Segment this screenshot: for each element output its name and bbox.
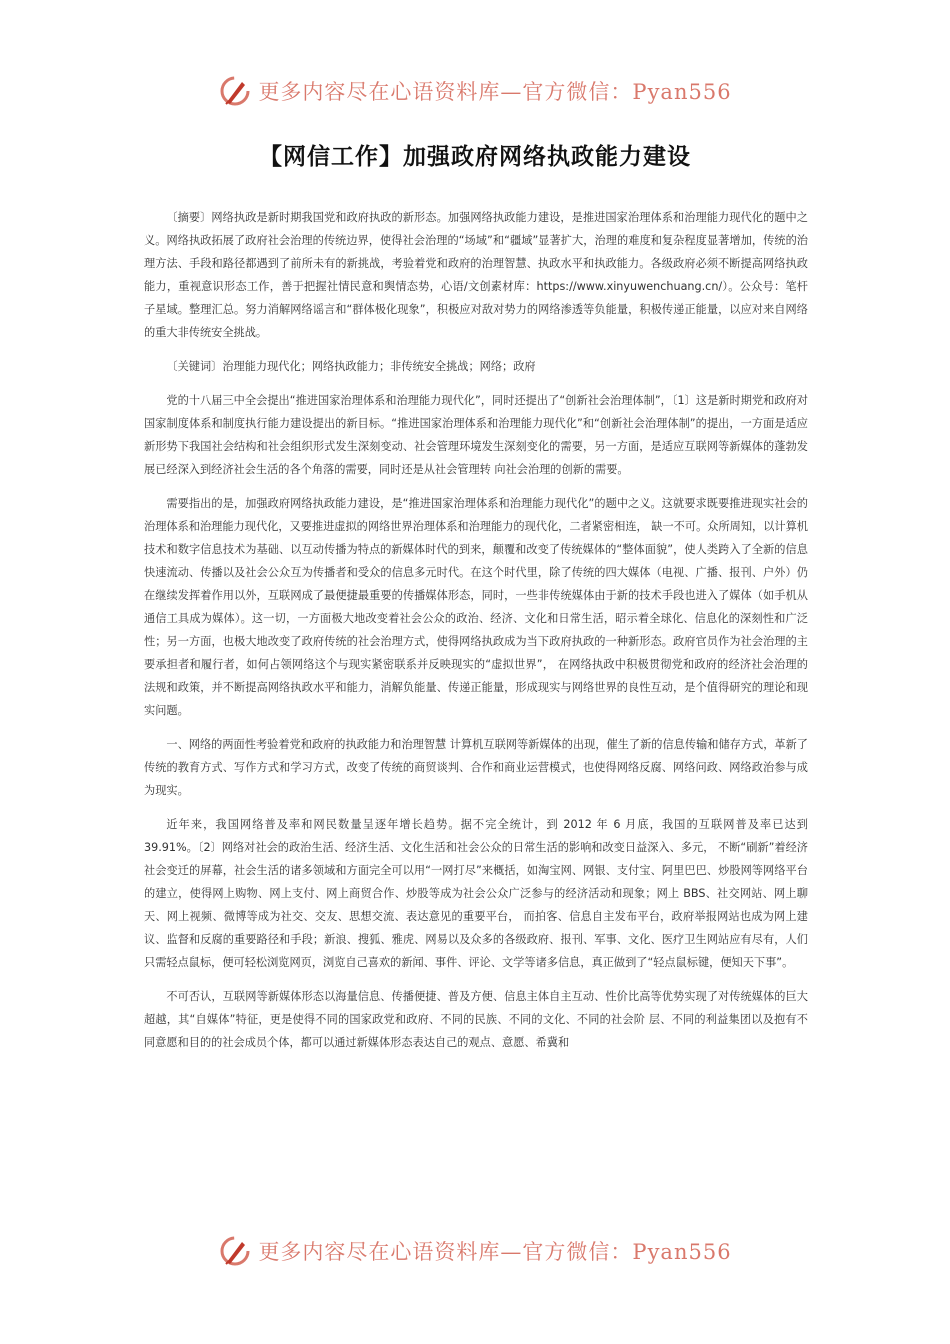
abstract-paragraph: 〔摘要〕网络执政是新时期我国党和政府执政的新形态。加强网络执政能力建设，是推进国家治理体系和治理能力现代化的题中之义。网络执政拓展了政府社会治理的传统边界，使得社会治理的“场域”和“疆域”显著扩大，治理的难度和复杂程度显著增加，传统的治理方法、手段和路径都遇到了前所未有的新挑战，考验着党和政府的治理智慧、执政水平和执政能力。各级政府必须不断提高网络执政能力，重视意识形态工作，善于把握社情民意和舆情态势，心语/文创素材库：https://www.xinyuwenchuang.cn/）。公众号：笔杆子星域。整理汇总。努力消解网络谣言和“群体极化现象”，积极应对敌对势力的网络渗透等负能量，积极传递正能量，以应对来自网络的重大非传统安全挑战。: [144, 211, 808, 339]
document-body: [144, 206, 808, 1065]
section-heading-paragraph: 一、网络的两面性考验着党和政府的执政能力和治理智慧 计算机互联网等新媒体的出现，催生了新的信息传输和储存方式，革新了传统的教育方式、写作方式和学习方式，改变了传统的商贸谈判、合作和商业运营模式，也使得网络反腐、网络问政、网络政治参与成为现实。: [144, 738, 808, 797]
footer-banner: [0, 1234, 950, 1268]
keywords-paragraph: 〔关键词〕治理能力现代化；网络执政能力；非传统安全挑战；网络；政府: [166, 360, 536, 373]
banner-text: 更多内容尽在心语资料库—官方微信：Pyan556: [258, 80, 732, 104]
header-banner: [0, 74, 950, 108]
body-paragraph: 不可否认，互联网等新媒体形态以海量信息、传播便捷、普及方便、信息主体自主互动、性价比高等优势实现了对传统媒体的巨大超越，其“自媒体”特征，更是使得不同的国家政党和政府、不同的民族、不同的文化、不同的社会阶 层、不同的利益集团以及抱有不同意愿和目的的社会成员个体，都可以通过新媒体形态表达自己的观点、意愿、希冀和: [144, 990, 808, 1049]
body-paragraph: 党的十八届三中全会提出“推进国家治理体系和治理能力现代化”，同时还提出了“创新社会治理体制”，〔1〕这是新时期党和政府对国家制度体系和制度执行能力建设提出的新目标。“推进国家治理体系和治理能力现代化”和“创新社会治理体制”的提出，一方面是适应新形势下我国社会结构和社会组织形式发生深刻变动、社会管理环境发生深刻变化的需要，另一方面，是适应互联网等新媒体的蓬勃发展已经深入到经济社会生活的各个角落的需要，同时还是从社会管理转 向社会治理的创新的需要。: [144, 394, 808, 476]
body-paragraph: 近年来，我国网络普及率和网民数量呈逐年增长趋势。据不完全统计，到 2012 年 6 月底，我国的互联网普及率已达到 39.91%。〔2〕网络对社会的政治生活、经济生活、文化生活和社会公众的日常生活的影响和改变日益深入、多元， 不断“刷新”着经济社会变迁的屏幕，社会生活的诸多领域和方面完全可以用“一网打尽”来概括，如淘宝网、网银、支付宝、阿里巴巴、炒股网等网络平台的建立，使得网上购物、网上支付、网上商贸合作、炒股等成为社会公众广泛参与的经济活动和现象；网上 BBS、社交网站、网上聊天、网上视频、微博等成为社交、交友、思想交流、表达意见的重要平台， 而拍客、信息自主发布平台，政府举报网站也成为网上建议、监督和反腐的重要路径和手段；新浪、搜狐、雅虎、网易以及众多的各级政府、报刊、军事、文化、医疗卫生网站应有尽有，人们只需轻点鼠标，便可轻松浏览网页，浏览自己喜欢的新闻、事件、评论、文学等诸多信息，真正做到了“轻点鼠标键，便知天下事”。: [144, 818, 808, 969]
body-paragraph: 需要指出的是，加强政府网络执政能力建设，是“推进国家治理体系和治理能力现代化”的题中之义。这就要求既要推进现实社会的治理体系和治理能力现代化，又要推进虚拟的网络世界治理体系和治理能力的现代化，二者紧密相连， 缺一不可。众所周知，以计算机技术和数字信息技术为基础、以互动传播为特点的新媒体时代的到来，颠覆和改变了传统媒体的“整体面貌”，使人类跨入了全新的信息快速流动、传播以及社会公众互为传播者和受众的信息多元时代。在这个时代里，除了传统的四大媒体（电视、广播、报刊、户外）仍在继续发挥着作用以外，互联网成了最便捷最重要的传播媒体形态，同时，一些非传统媒体由于新的技术手段也进入了媒体（如手机从通信工具成为媒体）。这一切，一方面极大地改变着社会公众的政治、经济、文化和日常生活，昭示着全球化、信息化的深刻性和广泛性；另一方面，也极大地改变了政府传统的社会治理方式，使得网络执政成为当下政府执政的一种新形态。政府官员作为社会治理的主要承担者和履行者，如何占领网络这个与现实紧密联系并反映现实的“虚拟世界”， 在网络执政中积极贯彻党和政府的经济社会治理的法规和政策，并不断提高网络执政水平和能力，消解负能量、传递正能量，形成现实与网络世界的良性互动，是个值得研究的理论和现实问题。: [144, 497, 808, 717]
quill-pen-icon: [218, 74, 252, 108]
document-title: 【网信工作】加强政府网络执政能力建设: [259, 144, 691, 170]
quill-pen-icon: [218, 1234, 252, 1268]
banner-text: 更多内容尽在心语资料库—官方微信：Pyan556: [258, 1240, 732, 1264]
